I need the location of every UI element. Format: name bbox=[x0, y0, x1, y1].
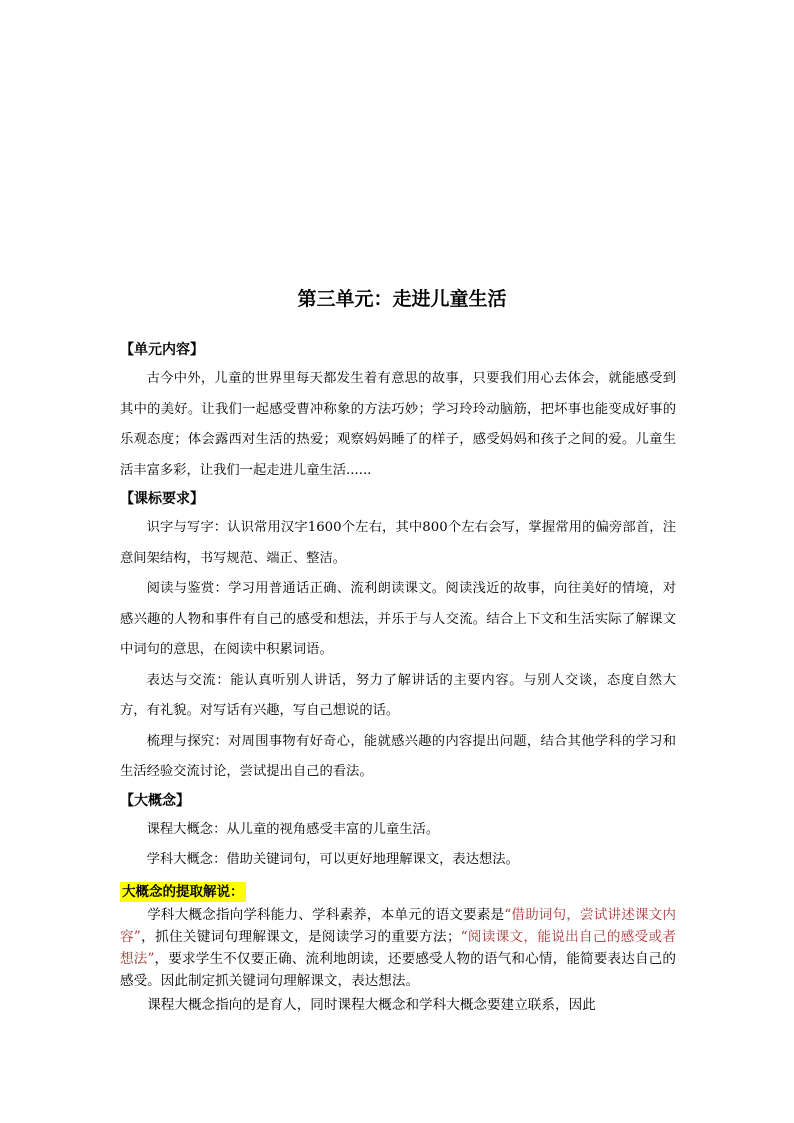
big-concept-subject: 学科大概念：借助关键词句，可以更好地理解课文，表达想法。 bbox=[146, 852, 519, 867]
unit-content-paragraph: 古今中外，儿童的世界里每天都发生着有意思的故事，只要我们用心去体会，就能感受到其中的美好。让我们一起感受曹冲称象的方法巧妙；学习玲玲动脑筋，把坏事也能变成好事的乐观态度；体会露西对生活的热爱；观察妈妈睡了的样子，感受妈妈和孩子之间的爱。儿童生活丰富多彩，让我们一起走进儿童生活...... bbox=[120, 371, 676, 478]
explanation-paragraph-1 bbox=[120, 904, 676, 992]
explanation-highlight-label: 大概念的提取解说： bbox=[122, 883, 244, 900]
curriculum-paragraph-literacy: 识字与写字：认识常用汉字1600个左右，其中800个左右会写，掌握常用的偏旁部首，注意间架结构，书写规范、端正、整洁。 bbox=[120, 520, 676, 566]
curriculum-paragraph-expression: 表达与交流：能认真听别人讲话，努力了解讲话的主要内容。与别人交谈，态度自然大方，有礼貌。对写话有兴趣，写自己想说的话。 bbox=[120, 672, 676, 718]
heading-curriculum: 【课标要求】 bbox=[120, 491, 204, 507]
heading-unit-content: 【单元内容】 bbox=[120, 342, 204, 358]
explanation-quote-2: “阅读课文，能说出自己的感受或者想法” bbox=[120, 928, 677, 967]
explanation-text-c: ，抓住关键词句理解课文，是阅读学习的重要方法； bbox=[140, 928, 461, 945]
curriculum-paragraph-inquiry: 梳理与探究：对周围事物有好奇心，能就感兴趣的内容提出问题，结合其他学科的学习和生活经验交流讨论，尝试提出自己的看法。 bbox=[120, 733, 676, 779]
page-title: 第三单元：走进儿童生活 bbox=[297, 288, 507, 310]
explanation-quote-1: “借助词句，尝试讲述课文内容” bbox=[120, 906, 676, 945]
explanation-paragraph-2: 课程大概念指向的是育人，同时课程大概念和学科大概念要建立联系，因此 bbox=[147, 996, 596, 1013]
document-body bbox=[120, 284, 676, 1016]
explanation-text-e: ，要求学生不仅要正确、流利地朗读，还要感受人物的语气和心情，能简要表达自己的感受。因此制定抓关键词句理解课文，表达想法。 bbox=[120, 950, 676, 989]
curriculum-paragraph-reading: 阅读与鉴赏：学习用普通话正确、流利朗读课文。阅读浅近的故事，向往美好的情境，对感兴趣的人物和事件有自己的感受和想法，并乐于与人交流。结合上下文和生活实际了解课文中词句的意思，在阅读中积累词语。 bbox=[120, 581, 676, 657]
heading-big-concept: 【大概念】 bbox=[120, 792, 190, 809]
big-concept-course: 课程大概念：从儿童的视角感受丰富的儿童生活。 bbox=[146, 821, 440, 837]
explanation-text-a: 学科大概念指向学科能力、学科素养，本单元的语文要素是 bbox=[147, 906, 505, 923]
